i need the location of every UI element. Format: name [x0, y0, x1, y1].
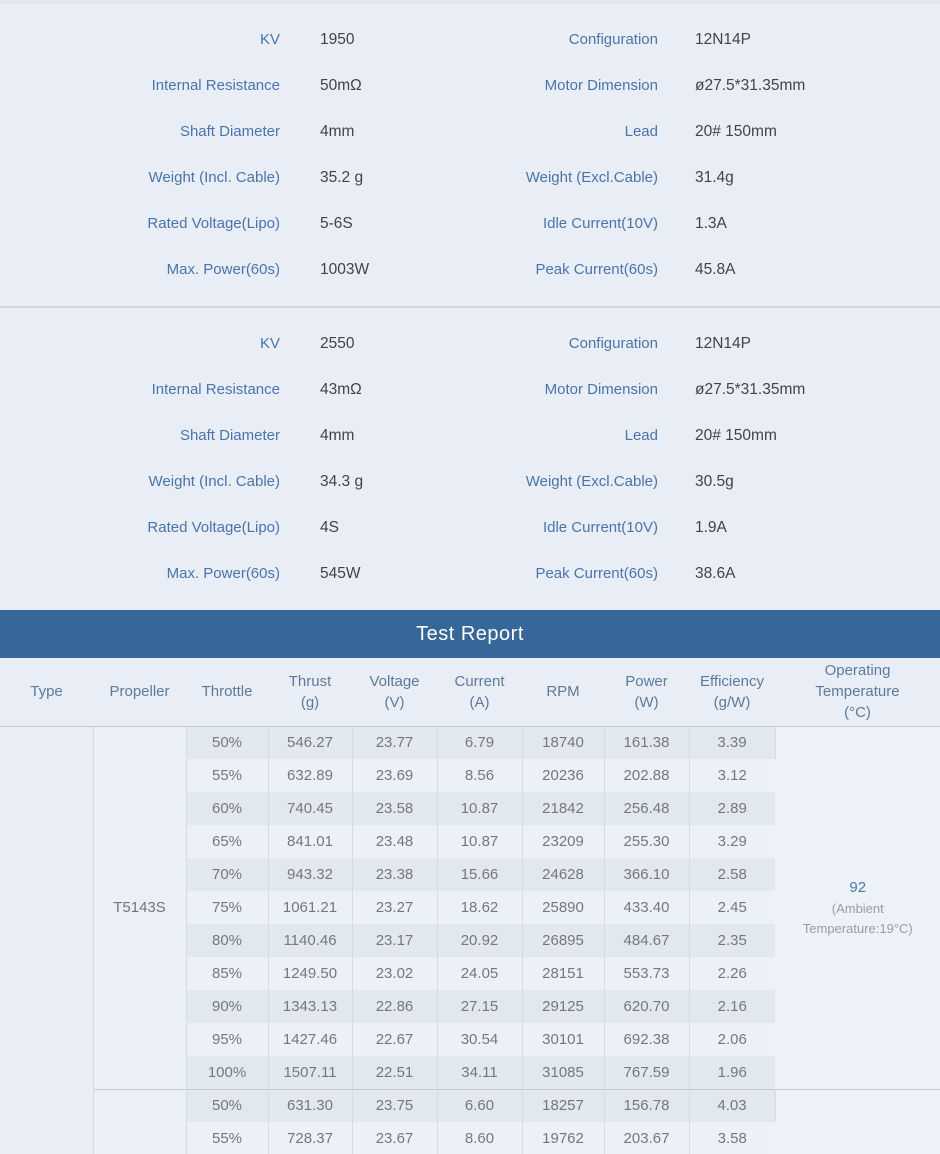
spec-value-idle-current: 1.9A — [695, 519, 727, 536]
spec-value-shaft-diameter: 4mm — [320, 427, 355, 444]
thrust-cell: 1061.21 — [268, 891, 352, 924]
current-cell: 6.60 — [437, 1089, 522, 1122]
rpm-cell: 25890 — [522, 891, 604, 924]
spec-row — [0, 367, 940, 413]
throttle-cell: 75% — [186, 891, 268, 924]
spec-label-weight-excl-cable: Weight (Excl.Cable) — [525, 169, 658, 186]
spec-label-internal-resistance: Internal Resistance — [151, 381, 280, 398]
voltage-cell: 23.58 — [352, 792, 437, 825]
spec-label-idle-current: Idle Current(10V) — [542, 519, 658, 536]
thrust-cell: 1507.11 — [268, 1056, 352, 1089]
col-header-power: Power (W) — [604, 658, 689, 726]
power-cell: 156.78 — [604, 1089, 689, 1122]
spec-label-weight-incl-cable: Weight (Incl. Cable) — [148, 169, 280, 186]
power-cell: 366.10 — [604, 858, 689, 891]
table-header-row — [0, 658, 940, 726]
efficiency-cell: 2.06 — [689, 1023, 775, 1056]
voltage-cell: 22.67 — [352, 1023, 437, 1056]
voltage-cell: 23.77 — [352, 726, 437, 759]
spec-row — [0, 551, 940, 597]
efficiency-cell: 2.16 — [689, 990, 775, 1023]
current-cell: 8.56 — [437, 759, 522, 792]
power-cell: 433.40 — [604, 891, 689, 924]
spec-row — [0, 109, 940, 155]
table-row — [0, 726, 940, 759]
throttle-cell: 50% — [186, 1089, 268, 1122]
spec-value-weight-excl-cable: 30.5g — [695, 473, 734, 490]
current-cell: 20.92 — [437, 924, 522, 957]
rpm-cell: 19762 — [522, 1122, 604, 1154]
rpm-cell: 20236 — [522, 759, 604, 792]
power-cell: 161.38 — [604, 726, 689, 759]
voltage-cell: 23.67 — [352, 1122, 437, 1154]
operating-temperature-cell — [775, 1089, 940, 1154]
rpm-cell: 30101 — [522, 1023, 604, 1056]
thrust-cell: 728.37 — [268, 1122, 352, 1154]
throttle-cell: 65% — [186, 825, 268, 858]
spec-label-peak-current: Peak Current(60s) — [535, 261, 658, 278]
thrust-cell: 1249.50 — [268, 957, 352, 990]
spec-value-lead: 20# 150mm — [695, 123, 777, 140]
spec-panel-1 — [0, 4, 940, 306]
col-header-propeller: Propeller — [93, 658, 186, 726]
thrust-cell: 1343.13 — [268, 990, 352, 1023]
power-cell: 484.67 — [604, 924, 689, 957]
throttle-cell: 50% — [186, 726, 268, 759]
spec-value-configuration: 12N14P — [695, 335, 752, 352]
col-header-efficiency: Efficiency (g/W) — [689, 658, 775, 726]
rpm-cell: 21842 — [522, 792, 604, 825]
efficiency-cell: 2.35 — [689, 924, 775, 957]
col-header-rpm: RPM — [522, 658, 604, 726]
current-cell: 27.15 — [437, 990, 522, 1023]
power-cell: 256.48 — [604, 792, 689, 825]
thrust-cell: 546.27 — [268, 726, 352, 759]
operating-temperature-value: 92 — [849, 878, 867, 896]
spec-label-rated-voltage: Rated Voltage(Lipo) — [147, 519, 280, 536]
spec-label-shaft-diameter: Shaft Diameter — [179, 427, 280, 444]
rpm-cell: 18740 — [522, 726, 604, 759]
spec-label-idle-current: Idle Current(10V) — [542, 215, 658, 232]
spec-label-motor-dimension: Motor Dimension — [544, 77, 658, 94]
throttle-cell: 80% — [186, 924, 268, 957]
spec-label-rated-voltage: Rated Voltage(Lipo) — [147, 215, 280, 232]
operating-temperature-cell — [775, 726, 940, 1089]
col-header-current: Current (A) — [437, 658, 522, 726]
spec-label-max-power: Max. Power(60s) — [166, 565, 280, 582]
col-header-throttle: Throttle — [186, 658, 268, 726]
current-cell: 6.79 — [437, 726, 522, 759]
efficiency-cell: 3.58 — [689, 1122, 775, 1154]
current-cell: 8.60 — [437, 1122, 522, 1154]
spec-value-lead: 20# 150mm — [695, 427, 777, 444]
spec-row — [0, 505, 940, 551]
efficiency-cell: 3.12 — [689, 759, 775, 792]
power-cell: 767.59 — [604, 1056, 689, 1089]
propeller-cell: T5143S — [93, 726, 186, 1089]
current-cell: 10.87 — [437, 792, 522, 825]
throttle-cell: 60% — [186, 792, 268, 825]
spec-label-kv: KV — [259, 335, 280, 352]
spec-row — [0, 321, 940, 367]
spec-label-max-power: Max. Power(60s) — [166, 261, 280, 278]
power-cell: 692.38 — [604, 1023, 689, 1056]
spec-panel-2 — [0, 308, 940, 610]
spec-row — [0, 63, 940, 109]
voltage-cell: 23.17 — [352, 924, 437, 957]
spec-value-internal-resistance: 50mΩ — [320, 77, 362, 94]
rpm-cell: 31085 — [522, 1056, 604, 1089]
spec-label-lead: Lead — [624, 123, 658, 140]
spec-value-weight-incl-cable: 34.3 g — [320, 473, 364, 490]
efficiency-cell: 1.96 — [689, 1056, 775, 1089]
rpm-cell: 26895 — [522, 924, 604, 957]
spec-value-rated-voltage: 4S — [320, 519, 339, 536]
rpm-cell: 28151 — [522, 957, 604, 990]
voltage-cell: 23.69 — [352, 759, 437, 792]
spec-value-internal-resistance: 43mΩ — [320, 381, 362, 398]
current-cell: 18.62 — [437, 891, 522, 924]
throttle-cell: 70% — [186, 858, 268, 891]
spec-label-configuration: Configuration — [568, 31, 658, 48]
ambient-temperature-note: (Ambient — [831, 900, 884, 916]
current-cell: 15.66 — [437, 858, 522, 891]
spec-label-weight-excl-cable: Weight (Excl.Cable) — [525, 473, 658, 490]
spec-value-peak-current: 45.8A — [695, 261, 736, 278]
spec-row — [0, 413, 940, 459]
spec-row — [0, 155, 940, 201]
table-row — [0, 1089, 940, 1122]
spec-value-peak-current: 38.6A — [695, 565, 736, 582]
current-cell: 24.05 — [437, 957, 522, 990]
spec-value-kv: 1950 — [320, 31, 355, 48]
power-cell: 620.70 — [604, 990, 689, 1023]
throttle-cell: 90% — [186, 990, 268, 1023]
thrust-cell: 943.32 — [268, 858, 352, 891]
spec-value-weight-incl-cable: 35.2 g — [320, 169, 364, 186]
spec-value-kv: 2550 — [320, 335, 355, 352]
spec-value-max-power: 545W — [320, 565, 361, 582]
thrust-cell: 841.01 — [268, 825, 352, 858]
col-header-type: Type — [0, 658, 93, 726]
power-cell: 553.73 — [604, 957, 689, 990]
spec-label-kv: KV — [259, 31, 280, 48]
ambient-temperature-note: Temperature:19°C) — [802, 920, 913, 936]
current-cell: 30.54 — [437, 1023, 522, 1056]
spec-value-weight-excl-cable: 31.4g — [695, 169, 734, 186]
throttle-cell: 55% — [186, 1122, 268, 1154]
voltage-cell: 23.27 — [352, 891, 437, 924]
spec-value-motor-dimension: ø27.5*31.35mm — [695, 381, 806, 398]
spec-row — [0, 201, 940, 247]
spec-value-rated-voltage: 5-6S — [320, 215, 353, 232]
rpm-cell: 18257 — [522, 1089, 604, 1122]
thrust-cell: 632.89 — [268, 759, 352, 792]
voltage-cell: 23.02 — [352, 957, 437, 990]
type-cell — [0, 726, 93, 1154]
col-header-operating-temperature: Operating Temperature (°C) — [775, 658, 940, 726]
efficiency-cell: 2.26 — [689, 957, 775, 990]
power-cell: 255.30 — [604, 825, 689, 858]
spec-value-idle-current: 1.3A — [695, 215, 727, 232]
spec-label-configuration: Configuration — [568, 335, 658, 352]
spec-label-shaft-diameter: Shaft Diameter — [179, 123, 280, 140]
efficiency-cell: 2.58 — [689, 858, 775, 891]
spec-row — [0, 459, 940, 505]
spec-label-peak-current: Peak Current(60s) — [535, 565, 658, 582]
spec-value-shaft-diameter: 4mm — [320, 123, 355, 140]
spec-value-motor-dimension: ø27.5*31.35mm — [695, 77, 806, 94]
rpm-cell: 24628 — [522, 858, 604, 891]
thrust-cell: 1427.46 — [268, 1023, 352, 1056]
thrust-cell: 1140.46 — [268, 924, 352, 957]
propeller-cell — [93, 1089, 186, 1154]
power-cell: 202.88 — [604, 759, 689, 792]
voltage-cell: 23.75 — [352, 1089, 437, 1122]
spec-value-configuration: 12N14P — [695, 31, 752, 48]
spec-label-lead: Lead — [624, 427, 658, 444]
thrust-cell: 740.45 — [268, 792, 352, 825]
voltage-cell: 23.48 — [352, 825, 437, 858]
rpm-cell: 23209 — [522, 825, 604, 858]
spec-value-max-power: 1003W — [320, 261, 370, 278]
spec-row — [0, 17, 940, 63]
spec-label-motor-dimension: Motor Dimension — [544, 381, 658, 398]
efficiency-cell: 2.89 — [689, 792, 775, 825]
voltage-cell: 22.51 — [352, 1056, 437, 1089]
power-cell: 203.67 — [604, 1122, 689, 1154]
col-header-thrust: Thrust (g) — [268, 658, 352, 726]
efficiency-cell: 4.03 — [689, 1089, 775, 1122]
throttle-cell: 100% — [186, 1056, 268, 1089]
efficiency-cell: 3.29 — [689, 825, 775, 858]
spec-label-internal-resistance: Internal Resistance — [151, 77, 280, 94]
spec-label-weight-incl-cable: Weight (Incl. Cable) — [148, 473, 280, 490]
efficiency-cell: 3.39 — [689, 726, 775, 759]
current-cell: 10.87 — [437, 825, 522, 858]
throttle-cell: 95% — [186, 1023, 268, 1056]
current-cell: 34.11 — [437, 1056, 522, 1089]
col-header-voltage: Voltage (V) — [352, 658, 437, 726]
voltage-cell: 23.38 — [352, 858, 437, 891]
test-report-banner: Test Report — [0, 610, 940, 658]
throttle-cell: 55% — [186, 759, 268, 792]
rpm-cell: 29125 — [522, 990, 604, 1023]
throttle-cell: 85% — [186, 957, 268, 990]
voltage-cell: 22.86 — [352, 990, 437, 1023]
spec-row — [0, 247, 940, 293]
efficiency-cell: 2.45 — [689, 891, 775, 924]
test-report-table — [0, 658, 940, 1154]
thrust-cell: 631.30 — [268, 1089, 352, 1122]
